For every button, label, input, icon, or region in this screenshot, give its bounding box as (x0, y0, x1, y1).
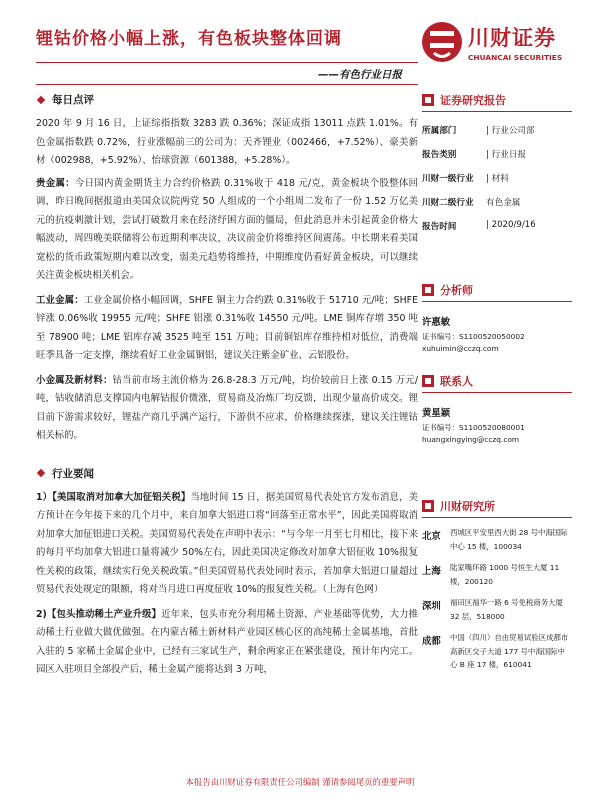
header-divider (36, 62, 418, 63)
section-square-icon (422, 284, 434, 296)
daily-review-heading: 每日点评 (36, 92, 418, 107)
report-subtitle: ——有色行业日报 (318, 69, 402, 81)
section-square-icon (422, 94, 434, 106)
office-shenzhen: 深圳 福田区福华一路 6 号免税商务大厦 32 层，518000 (422, 598, 563, 621)
report-info-row: 所属部门 | 行业公司部 (422, 126, 535, 136)
precious-metals-paragraph: 贵金属：今日国内黄金期货主力合约价格跌 0.31%收于 418 元/克，黄金板块个股整体回调，昨日晚间据报道由美国众议院两党 50 人组成的一个小组周二发布了一份 1.52 万亿美元的抗疫刺激计划，尝试打破数月来在经济纾困方面的僵局，但此消息并未引起黄金价格大幅波动，周四晚美联储将公布近期利率决议，决议前金价将维持区间震荡。中长期来看美国宽松的货币政策短期内难以改变，弱美元趋势将维持，中期维度仍看好黄金板块，可以继续关注黄金板块相关机会。 (36, 177, 418, 281)
sidebar (422, 92, 572, 672)
contact-email[interactable]: huangxingying@cczq.com (422, 435, 520, 444)
report-info-row: 川财一级行业 | 材料 (422, 174, 509, 184)
office-shanghai: 上海 陆家嘴环路 1000 号恒生大厦 11 楼，200120 (422, 563, 560, 586)
minor-metals-paragraph: 小金属及新材料：钴当前市场主流价格为 26.8-28.3 万元/吨，均价较前日上涨 0.15 万元/吨，钴收储消息支撑国内电解钴报价微涨，贸易商及冶炼厂均反馈，出现少量高价成交。锂目前下游需求较好，锂盐产商几乎满产运行，下游供不应求，价格继续探涨，建议关注锂钴相关标的。 (36, 374, 418, 441)
institute-heading: 川财研究所 (422, 498, 572, 514)
analyst-heading: 分析师 (422, 282, 572, 298)
section-divider (422, 111, 572, 112)
report-info-row: 报告类别 | 行业日报 (422, 150, 527, 160)
report-info-row: 川财二级行业 有色金属 (422, 198, 521, 208)
page-title: 锂钴价格小幅上涨，有色板块整体回调 (36, 29, 342, 49)
section-divider (422, 392, 572, 393)
contact-name: 黄星颖 (422, 408, 451, 419)
section-diamond-icon (37, 95, 45, 103)
section-divider (422, 517, 572, 518)
contact-cert: 证书编号：S1100520080001 (422, 423, 525, 432)
news-item-2: 2)【包头推动稀土产业升级】近年来，包头市充分利用稀土资源、产业基础等优势，大力推动稀土行业做大做优做强。在内蒙古稀土新材料产业园区核心区的高纯稀土金属基地，首批入驻的 5 家稀土金属企业中，已经有三家试生产，剩余两家正在紧张建设，预计年内完工。园区入驻项目全部投产后，稀土金属产能将达到 3 万吨， (36, 608, 418, 675)
office-beijing: 北京 西城区平安里西大街 28 号中海国际中心 15 楼，100034 (422, 528, 568, 551)
company-logo-english: CHUANCAI SECURITIES (468, 53, 563, 62)
report-info-heading: 证券研究报告 (422, 92, 572, 108)
section-square-icon (422, 375, 434, 387)
analyst-name: 许惠敏 (422, 317, 451, 328)
analyst-email[interactable]: xuhuimin@cczq.com (422, 344, 499, 353)
analyst-cert: 证书编号：S1100520050002 (422, 332, 525, 341)
news-item-1: 1）【美国取消对加拿大加征铝关税】当地时间 15 日，据美国贸易代表处官方发布消息，美方预计在今年接下来的几个月中，来自加拿大铝进口将“回落至正常水平”，因此美国将取消对加拿大加征铝进口关税。美国贸易代表处在声明中表示：“与今年一月至七月相比，接下来的每月平均加拿大铝进口量将减少 50%左右，因此美国决定修改对加拿大铝征收 10%报复性关税的政策，继续实行免关税政策。”但美国贸易代表处同时表示，若加拿大铝进口量超过贸易代表处规定的限额，将对当月进口再度征收 10%的报复性关税。（上海有色网） (36, 491, 418, 595)
industry-news-heading: 行业要闻 (36, 466, 418, 481)
section-divider (422, 301, 572, 302)
industrial-metals-paragraph: 工业金属：工业金属价格小幅回调，SHFE 铜主力合约跌 0.31%收于 51710 元/吨；SHFE 锌涨 0.06%收 19955 元/吨；SHFE 铝涨 0.31%收 14550 元/吨。LME 铜库存增 350 吨至 78900 吨；LME 铝库存减 3525 吨至 151 万吨；目前铜铝库存维持相对低位，消费端旺季具备一定支撑，继续看好工业金属铜铝，建议关注紫金矿业、云铝股份。 (36, 294, 418, 361)
market-summary-paragraph: 2020 年 9 月 16 日，上证综指指数 3283 跌 0.36%；深证成指 13011 点跌 1.01%。有色金属指数跌 0.72%，行业涨幅前三的公司为：天齐锂业（002466，+7.52%）、豪美新材（002988，+5.92%）、怡球资源（601388，+5.28%）。 (36, 118, 418, 166)
report-info-row: 报告时间 | 2020/9/16 (422, 220, 536, 232)
company-logo-text: 川财证券 (468, 26, 556, 50)
section-square-icon (422, 500, 434, 512)
header-divider-bottom (36, 84, 418, 85)
main-content (36, 92, 418, 680)
section-diamond-icon (37, 469, 45, 477)
footer-disclaimer: 本报告由川财证券有限责任公司编制 谨请参阅尾页的重要声明 (185, 777, 415, 787)
office-chengdu: 成都 中国（四川）自由贸易试验区成都市高新区交子大道 177 号中海国际中心 B 座 17 楼，610041 (422, 633, 569, 669)
contact-heading: 联系人 (422, 373, 572, 389)
